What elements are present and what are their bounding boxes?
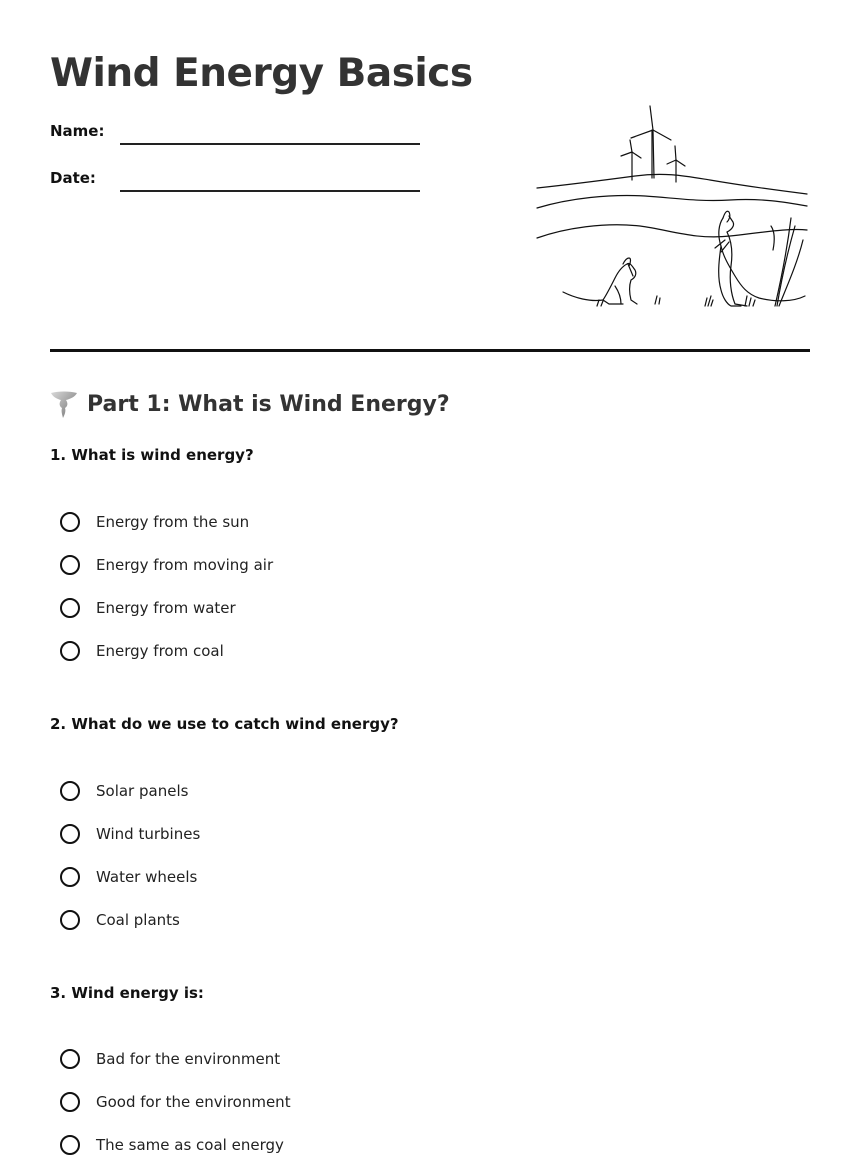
question-3-option-1[interactable] [60, 1046, 280, 1072]
radio-button[interactable] [60, 555, 80, 575]
option-label: Bad for the environment [96, 1050, 281, 1068]
option-label: Good for the environment [96, 1093, 291, 1111]
worksheet-title: Wind Energy Basics [50, 51, 473, 96]
option-label: Energy from the sun [96, 513, 250, 531]
radio-button[interactable] [60, 512, 80, 532]
option-label: Energy from coal [96, 642, 224, 660]
radio-button[interactable] [60, 1092, 80, 1112]
option-label: Energy from water [96, 599, 236, 617]
question-2-prompt: 2. What do we use to catch wind energy? [50, 715, 399, 733]
radio-button[interactable] [60, 598, 80, 618]
section-heading [50, 388, 450, 420]
question-2-option-1[interactable] [60, 778, 188, 804]
question-2-option-4[interactable] [60, 907, 180, 933]
question-3-prompt: 3. Wind energy is: [50, 984, 204, 1002]
radio-button[interactable] [60, 641, 80, 661]
option-label: The same as coal energy [96, 1136, 284, 1154]
option-label: Coal plants [96, 911, 180, 929]
radio-button[interactable] [60, 1135, 80, 1155]
date-field[interactable] [120, 190, 420, 192]
option-label: Wind turbines [96, 825, 201, 843]
question-2-option-2[interactable] [60, 821, 200, 847]
radio-button[interactable] [60, 867, 80, 887]
question-1-option-3[interactable] [60, 595, 236, 621]
header-divider [50, 349, 810, 352]
name-field[interactable] [120, 143, 420, 145]
question-1-option-4[interactable] [60, 638, 224, 664]
radio-button[interactable] [60, 910, 80, 930]
tornado-icon [50, 389, 78, 419]
name-label: Name: [50, 122, 105, 140]
question-3-option-3[interactable] [60, 1132, 284, 1158]
option-label: Solar panels [96, 782, 189, 800]
section-title: Part 1: What is Wind Energy? [87, 391, 450, 417]
radio-button[interactable] [60, 781, 80, 801]
question-1-option-2[interactable] [60, 552, 273, 578]
radio-button[interactable] [60, 1049, 80, 1069]
question-1-option-1[interactable] [60, 509, 249, 535]
question-1-prompt: 1. What is wind energy? [50, 446, 254, 464]
wind-farm-kangaroo-illustration [535, 100, 810, 315]
question-2-option-3[interactable] [60, 864, 197, 890]
option-label: Water wheels [96, 868, 198, 886]
question-3-option-2[interactable] [60, 1089, 291, 1115]
option-label: Energy from moving air [96, 556, 274, 574]
radio-button[interactable] [60, 824, 80, 844]
date-label: Date: [50, 169, 96, 187]
